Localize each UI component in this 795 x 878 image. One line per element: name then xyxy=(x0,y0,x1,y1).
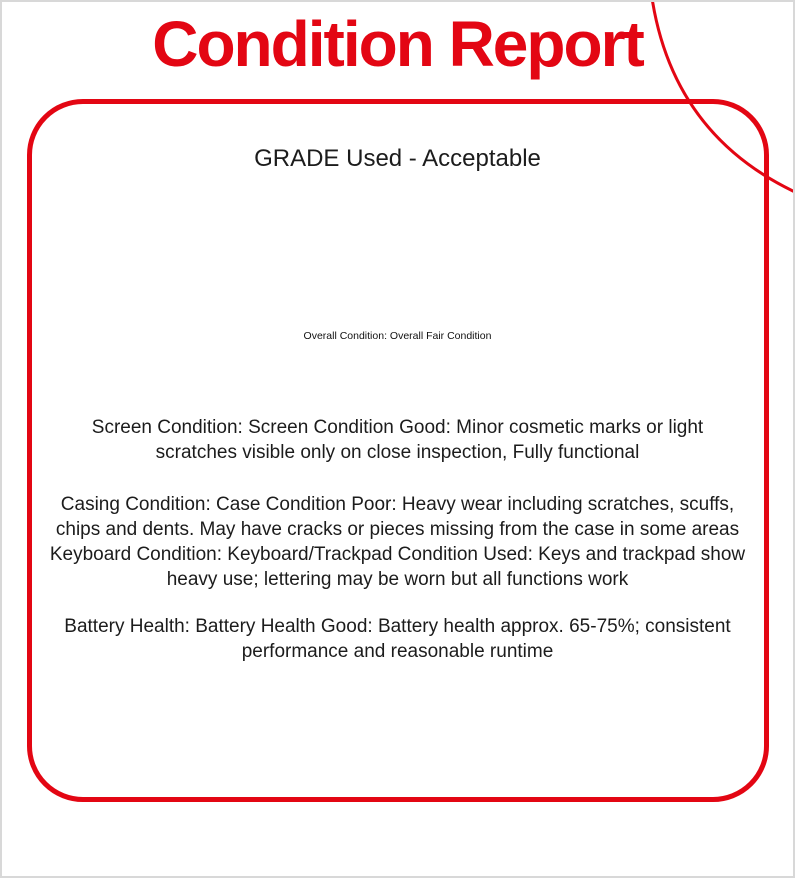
battery-health-text: Battery Health: Battery Health Good: Battery health approx. 65-75%; consistent performance and reasonable runtime xyxy=(64,616,731,662)
grade-heading: GRADE Used - Acceptable xyxy=(254,145,541,172)
casing-condition-text: Casing Condition: Case Condition Poor: Heavy wear including scratches, scuffs, chips and dents. May have cracks or pieces missing from the case in some areas xyxy=(55,494,740,540)
report-card xyxy=(27,99,769,802)
screen-condition-text: Screen Condition: Screen Condition Good: Minor cosmetic marks or light scratches visible only on close inspection, Fully functional xyxy=(91,417,704,463)
keyboard-condition-text: Keyboard Condition: Keyboard/Trackpad Condition Used: Keys and trackpad show heavy use; lettering may be worn but all functions work xyxy=(49,544,746,590)
overall-condition-text: Overall Condition: Overall Fair Condition xyxy=(303,330,492,342)
page-title: Condition Report xyxy=(152,8,643,80)
